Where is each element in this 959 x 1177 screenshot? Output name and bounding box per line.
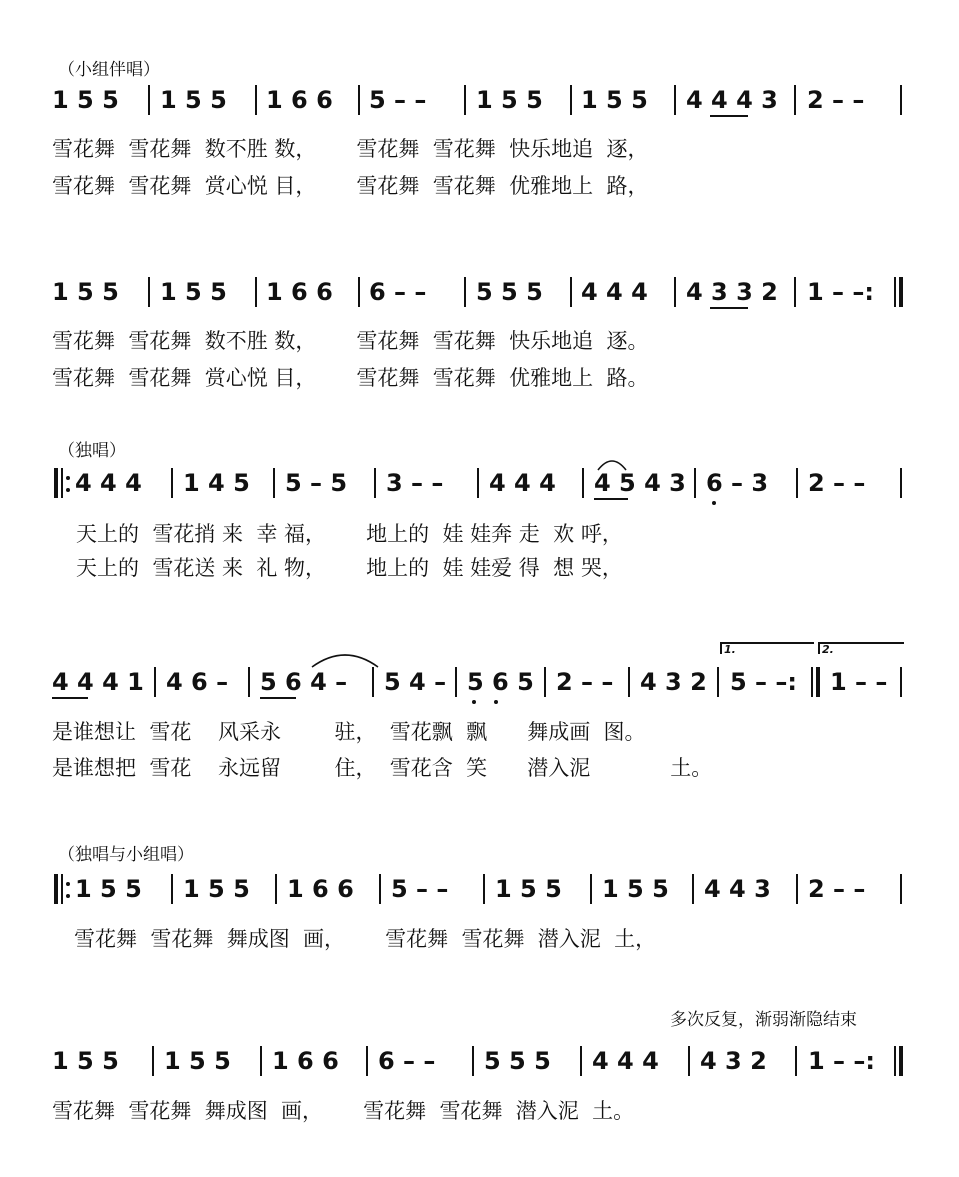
measure: 1 5 5	[602, 875, 669, 903]
lyric-verse-1: 雪花舞 雪花舞 数不胜 数， 雪花舞 雪花舞 快乐地追 逐。	[52, 329, 649, 353]
measure: 1 – –:	[807, 278, 875, 306]
measure: 3 – –	[386, 469, 444, 497]
measure: 1 5 5	[164, 1047, 231, 1075]
lyric-verse-1: 雪花舞 雪花舞 舞成图 画， 雪花舞 雪花舞 潜入泥 土，	[74, 927, 657, 951]
measure: 5 – –:	[730, 668, 798, 696]
measure: 5 6 4 –	[260, 668, 348, 696]
measure: 1 5 5	[581, 86, 648, 114]
section-label-solo-and-group: （独唱与小组唱）	[58, 845, 194, 865]
measure: 5 4 –	[384, 668, 447, 696]
measure: 1 6 6	[266, 86, 333, 114]
measure: 6 – 3	[706, 469, 769, 497]
measure: 4 4 4	[592, 1047, 659, 1075]
measure: 1 5 5	[160, 86, 227, 114]
measure: 4 4 3	[704, 875, 771, 903]
measure: 4 3 3 2	[686, 278, 778, 306]
measure: 5 – 5	[285, 469, 348, 497]
measure: 1 5 5	[52, 1047, 119, 1075]
measure: 4 4 4	[581, 278, 648, 306]
measure: 2 – –	[807, 86, 865, 114]
volta-label-2: 2.	[822, 643, 834, 656]
measure: 6 – –	[369, 278, 427, 306]
lyric-verse-1: 是谁想让 雪花 风采永 驻， 雪花飘 飘 舞成画 图。	[52, 720, 646, 744]
measure: 2 – –	[808, 875, 866, 903]
measure: 4 4 4 1	[52, 668, 144, 696]
lyric-verse-2: 天上的 雪花送 来 礼 物， 地上的 娃 娃爱 得 想 哭，	[76, 556, 623, 580]
measure: 4 3 2	[700, 1047, 767, 1075]
measure: 4 4 4	[75, 469, 142, 497]
measure: 1 6 6	[272, 1047, 339, 1075]
measure: 1 5 5	[183, 875, 250, 903]
lyric-verse-2: 雪花舞 雪花舞 赏心悦 目， 雪花舞 雪花舞 优雅地上 路，	[52, 174, 649, 198]
section-label-solo: （独唱）	[58, 441, 126, 461]
tie-arc	[312, 655, 378, 667]
measure: 6 – –	[378, 1047, 436, 1075]
measure: 1 5 5	[495, 875, 562, 903]
section-label-group-accompaniment: （小组伴唱）	[58, 60, 160, 80]
measure: 1 5 5	[160, 278, 227, 306]
lyric-verse-1: 雪花舞 雪花舞 数不胜 数， 雪花舞 雪花舞 快乐地追 逐，	[52, 137, 649, 161]
measure: 1 5 5	[52, 86, 119, 114]
measure: 1 6 6	[287, 875, 354, 903]
measure: 1 4 5	[183, 469, 250, 497]
measure: 4 4 4 3	[686, 86, 778, 114]
volta-label-1: 1.	[724, 643, 736, 656]
measure: 4 4 4	[489, 469, 556, 497]
measure: 1 5 5	[52, 278, 119, 306]
lyric-verse-2: 是谁想把 雪花 永远留 住， 雪花含 笑 潜入泥 土。	[52, 756, 713, 780]
measure: 2 – –	[556, 668, 614, 696]
measure: 4 6 –	[166, 668, 229, 696]
measure: 5 5 5	[484, 1047, 551, 1075]
lyric-verse-1: 雪花舞 雪花舞 舞成图 画， 雪花舞 雪花舞 潜入泥 土。	[52, 1099, 635, 1123]
performance-note: 多次反复，渐弱渐隐结束	[670, 1010, 857, 1030]
measure: 1 6 6	[266, 278, 333, 306]
measure: 5 5 5	[476, 278, 543, 306]
measure: 5 – –	[391, 875, 449, 903]
measure: 1 – –:	[808, 1047, 876, 1075]
measure: 4 3 2	[640, 668, 707, 696]
slur-arc	[598, 461, 626, 470]
measure: 1 5 5	[476, 86, 543, 114]
measure: 2 – –	[808, 469, 866, 497]
measure: 5 – –	[369, 86, 427, 114]
lyric-verse-2: 雪花舞 雪花舞 赏心悦 目， 雪花舞 雪花舞 优雅地上 路。	[52, 366, 649, 390]
measure: 4 5 4 3	[594, 469, 686, 497]
lyric-verse-1: 天上的 雪花捎 来 幸 福， 地上的 娃 娃奔 走 欢 呼，	[76, 522, 623, 546]
measure: 5 6 5	[467, 668, 534, 696]
measure: 1 – –	[830, 668, 888, 696]
measure: 1 5 5	[75, 875, 142, 903]
